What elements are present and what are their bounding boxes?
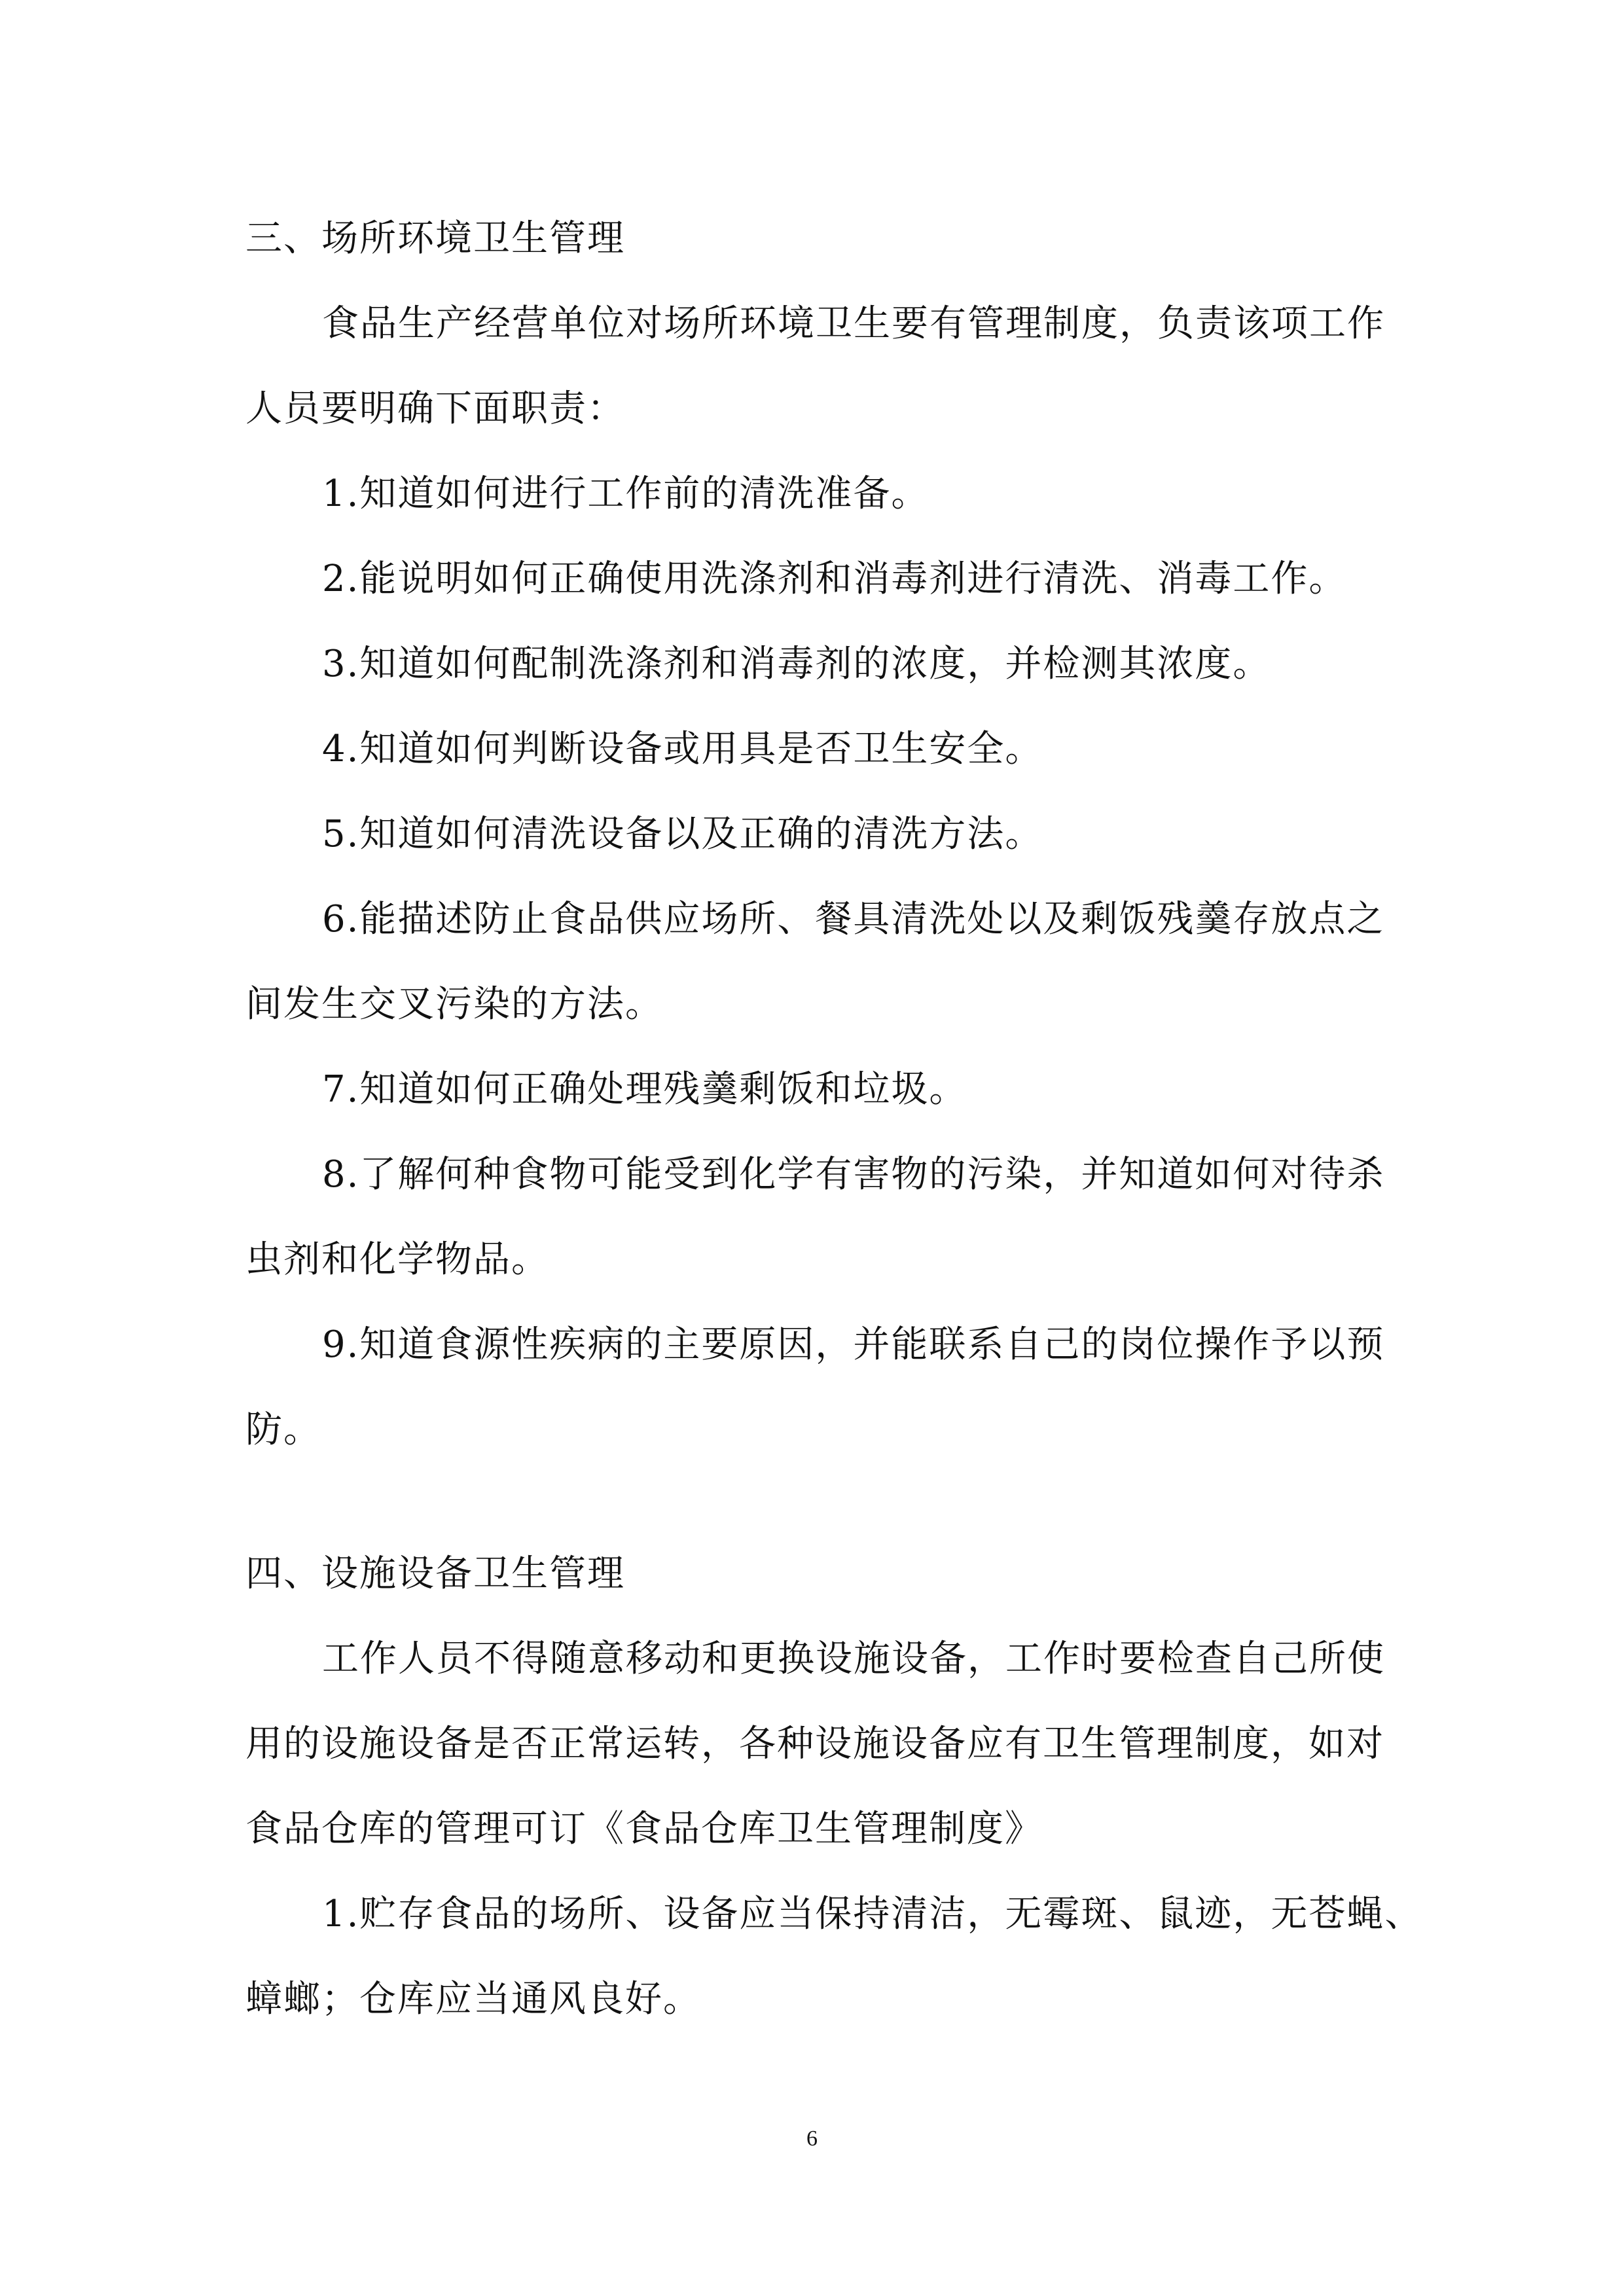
list-item: 5.知道如何清洗设备以及正确的清洗方法。 bbox=[322, 813, 1043, 855]
paragraph-line: 人员要明确下面职责： bbox=[245, 387, 625, 430]
list-item: 8.了解何种食物可能受到化学有害物的污染，并知道如何对待杀 bbox=[322, 1153, 1385, 1196]
paragraph-line: 食品仓库的管理可订《食品仓库卫生管理制度》 bbox=[245, 1808, 1043, 1850]
list-item: 9.知道食源性疾病的主要原因，并能联系自己的岗位操作予以预 bbox=[322, 1323, 1385, 1366]
section-heading: 三、场所环境卫生管理 bbox=[245, 217, 625, 260]
list-item: 1.贮存食品的场所、设备应当保持清洁，无霉斑、鼠迹，无苍蝇、 bbox=[322, 1893, 1423, 1935]
list-item: 3.知道如何配制洗涤剂和消毒剂的浓度，并检测其浓度。 bbox=[322, 643, 1271, 685]
list-item: 2.能说明如何正确使用洗涤剂和消毒剂进行清洗、消毒工作。 bbox=[322, 558, 1347, 600]
list-item: 7.知道如何正确处理残羹剩饭和垃圾。 bbox=[322, 1068, 967, 1111]
list-item-continuation: 间发生交叉污染的方法。 bbox=[245, 983, 663, 1026]
paragraph-line: 食品生产经营单位对场所环境卫生要有管理制度，负责该项工作 bbox=[322, 302, 1385, 345]
paragraph-line: 工作人员不得随意移动和更换设施设备，工作时要检查自己所使 bbox=[322, 1638, 1385, 1680]
list-item-continuation: 防。 bbox=[245, 1408, 321, 1451]
list-item: 6.能描述防止食品供应场所、餐具清洗处以及剩饭残羹存放点之 bbox=[322, 898, 1385, 941]
page-number: 6 bbox=[806, 2126, 818, 2151]
section-heading: 四、设施设备卫生管理 bbox=[245, 1552, 625, 1595]
list-item-continuation: 虫剂和化学物品。 bbox=[245, 1238, 549, 1281]
list-item: 1.知道如何进行工作前的清洗准备。 bbox=[322, 473, 929, 515]
list-item-continuation: 蟑螂；仓库应当通风良好。 bbox=[245, 1978, 701, 2020]
paragraph-line: 用的设施设备是否正常运转，各种设施设备应有卫生管理制度，如对 bbox=[245, 1723, 1384, 1765]
list-item: 4.知道如何判断设备或用具是否卫生安全。 bbox=[322, 728, 1043, 770]
